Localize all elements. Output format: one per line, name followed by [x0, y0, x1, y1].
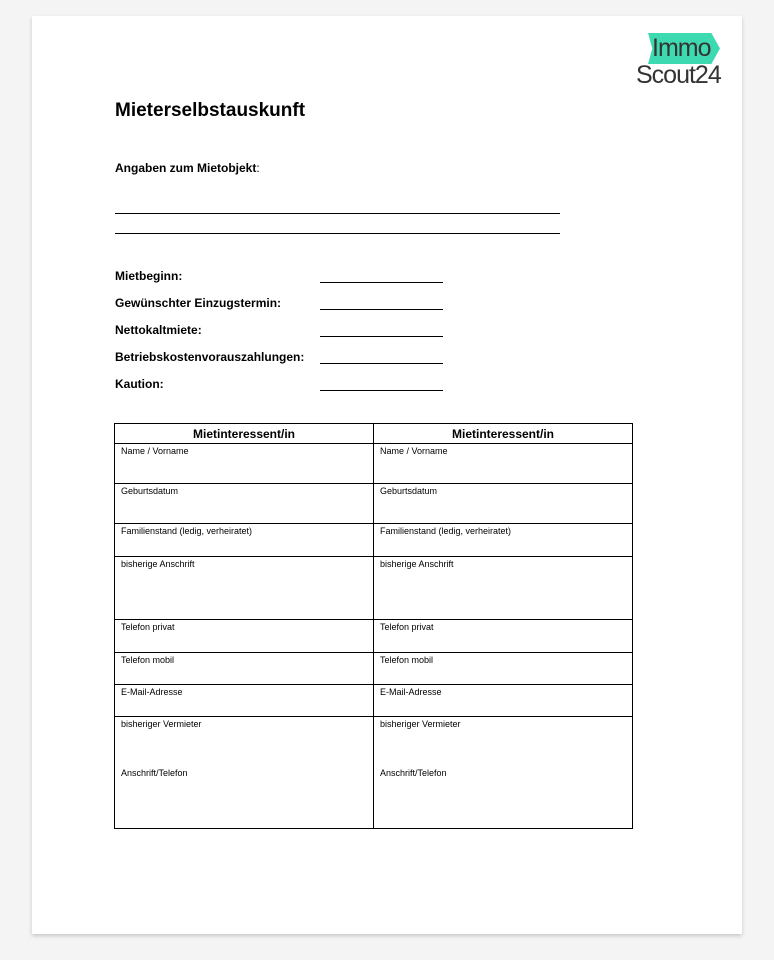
cell-phone-mobile-tenant-1[interactable]: [115, 653, 374, 685]
row-sublabel: Anschrift/Telefon: [380, 768, 447, 778]
field-line-move-in-date[interactable]: [320, 309, 443, 310]
logo-text-bottom: Scout24: [636, 61, 721, 89]
row-label: Name / Vorname: [121, 446, 189, 456]
row-label: bisheriger Vermieter: [121, 719, 202, 729]
row-label: E-Mail-Adresse: [121, 687, 183, 697]
table-row: [115, 717, 633, 829]
table-row: [115, 444, 633, 484]
cell-birthdate-tenant-1[interactable]: [115, 484, 374, 524]
row-label: Telefon privat: [380, 622, 434, 632]
row-label: E-Mail-Adresse: [380, 687, 442, 697]
cell-birthdate-tenant-2[interactable]: [374, 484, 633, 524]
field-label-net-rent: Nettokaltmiete:: [115, 323, 202, 337]
cell-marital-status-tenant-2[interactable]: [374, 524, 633, 557]
cell-previous-address-tenant-1[interactable]: [115, 557, 374, 620]
field-line-deposit[interactable]: [320, 390, 443, 391]
cell-name-tenant-1[interactable]: [115, 444, 374, 484]
tenant-info-table: [114, 423, 633, 829]
table-header-row: [115, 424, 633, 444]
row-label: Telefon mobil: [380, 655, 434, 665]
cell-phone-private-tenant-2[interactable]: [374, 620, 633, 653]
rental-object-line-2[interactable]: [115, 233, 560, 234]
field-line-operating-costs[interactable]: [320, 363, 443, 364]
cell-email-tenant-1[interactable]: [115, 685, 374, 717]
row-label: Telefon mobil: [121, 655, 175, 665]
row-label: Telefon privat: [121, 622, 175, 632]
cell-previous-landlord-tenant-1[interactable]: [115, 717, 374, 829]
rental-object-label: Angaben zum Mietobjekt: [115, 161, 257, 175]
row-label: Familienstand (ledig, verheiratet): [121, 526, 253, 536]
table-row: [115, 557, 633, 620]
cell-email-tenant-2[interactable]: [374, 685, 633, 717]
cell-previous-landlord-tenant-2[interactable]: [374, 717, 633, 829]
column-header-tenant-1: Mietinteressent/in: [115, 424, 374, 444]
immoscout24-logo: [636, 33, 732, 89]
field-label-operating-costs: Betriebskostenvorauszahlungen:: [115, 350, 305, 364]
rental-object-line-1[interactable]: [115, 213, 560, 214]
cell-name-tenant-2[interactable]: [374, 444, 633, 484]
field-label-lease-start: Mietbeginn:: [115, 269, 183, 283]
column-header-tenant-2: Mietinteressent/in: [374, 424, 633, 444]
field-label-deposit: Kaution:: [115, 377, 164, 391]
table-row: [115, 620, 633, 653]
cell-phone-private-tenant-1[interactable]: [115, 620, 374, 653]
row-label: bisheriger Vermieter: [380, 719, 461, 729]
document-page: [32, 16, 742, 934]
row-label: Geburtsdatum: [380, 486, 438, 496]
document-title: Mieterselbstauskunft: [115, 100, 306, 121]
rental-object-colon: :: [256, 161, 260, 175]
row-label: bisherige Anschrift: [380, 559, 454, 569]
cell-previous-address-tenant-2[interactable]: [374, 557, 633, 620]
table-row: [115, 653, 633, 685]
row-label: Familienstand (ledig, verheiratet): [380, 526, 512, 536]
table-row: [115, 524, 633, 557]
row-sublabel: Anschrift/Telefon: [121, 768, 188, 778]
table-row: [115, 685, 633, 717]
field-label-move-in-date: Gewünschter Einzugstermin:: [115, 296, 282, 310]
row-label: bisherige Anschrift: [121, 559, 195, 569]
table-row: [115, 484, 633, 524]
cell-marital-status-tenant-1[interactable]: [115, 524, 374, 557]
logo-text-top: Immo: [652, 34, 711, 62]
cell-phone-mobile-tenant-2[interactable]: [374, 653, 633, 685]
rental-object-heading: [115, 161, 260, 175]
field-line-net-rent[interactable]: [320, 336, 443, 337]
row-label: Name / Vorname: [380, 446, 448, 456]
field-line-lease-start[interactable]: [320, 282, 443, 283]
row-label: Geburtsdatum: [121, 486, 179, 496]
